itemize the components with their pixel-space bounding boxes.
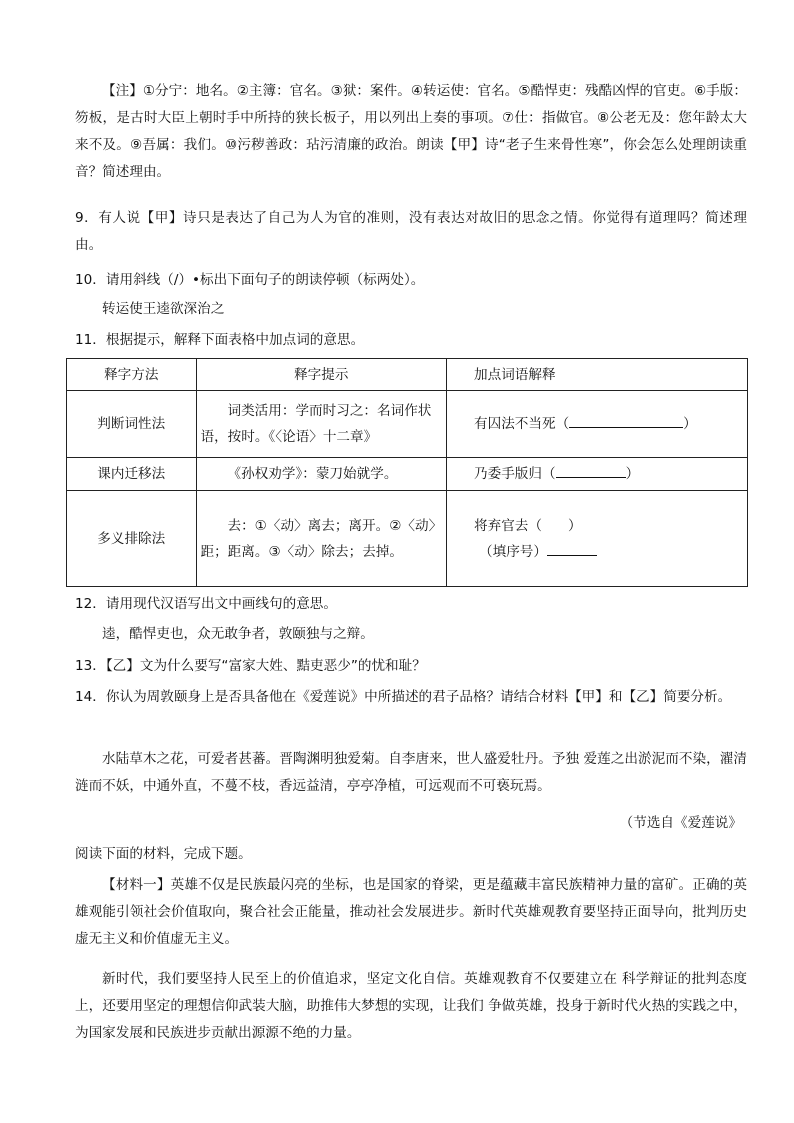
table-header-hint: 释字提示 (196, 359, 447, 391)
material-1: 【材料一】英雄不仅是民族最闪亮的坐标，也是国家的脊梁，更是蕴藏丰富民族精神力量的富矿。正确的英雄观能引领社会价值取向，聚合社会正能量，推动社会发展进步。新时代英雄观教育要坚持正面导向，批判历史虚无主义和价值虚无主义。 (75, 877, 747, 947)
table-row (67, 491, 748, 587)
annotation-note: 【注】①分宁：地名。②主簿：官名。③狱：案件。④转运使：官名。⑤酷悍吏：残酷凶悍的官吏。⑥手版：笏板，是古时大臣上朝时手中所持的狭长板子，用以列出上奏的事项。⑦仕：指做官。⑧公老无及：您年龄太大来不及。⑨吾属：我们。⑩污秽善政：玷污清廉的政治。朗读【甲】诗“老子生来骨性寒”，你会怎么处理朗读重音？简述理由。 (75, 83, 747, 180)
table-cell-answer: 乃委手版归（ ） (447, 458, 748, 491)
source-citation: （节选自《爱莲说》 (619, 815, 742, 831)
question-11: 11．根据提示，解释下面表格中加点词的意思。 (75, 332, 365, 348)
answer-blank[interactable] (556, 463, 626, 478)
question-9: 9．有人说【甲】诗只是表达了自己为人为官的准则，没有表达对故旧的思念之情。你觉得有道理吗？简述理由。 (75, 210, 747, 253)
question-12-sentence: 逵，酷悍吏也，众无敢争者，敦颐独与之辩。 (102, 626, 374, 642)
ailian-excerpt: 水陆草木之花，可爱者甚蕃。晋陶渊明独爱菊。自李唐来，世人盛爱牡丹。予独 爱莲之出淤泥而不染，濯清涟而不妖，中通外直，不蔓不枝，香远益清，亭亭净植，可远观而不可亵玩焉。 (75, 751, 747, 794)
table-header-row (67, 359, 748, 391)
table-row (67, 458, 748, 491)
material-1-paragraph-2: 新时代，我们要坚持人民至上的价值追求，坚定文化自信。英雄观教育不仅要建立在 科学辩证的批判态度上，还要用坚定的理想信仰武装大脑，助推伟大梦想的实现，让我们 争做英雄，投身于新时代火热的实践之中，为国家发展和民族进步贡献出源源不绝的力量。 (75, 971, 747, 1041)
table-header-answer: 加点词语解释 (447, 359, 748, 391)
table-cell-method: 多义排除法 (67, 491, 197, 587)
table-row (67, 391, 748, 458)
table-cell-answer: 将弃官去（ ） （填序号） (447, 491, 748, 587)
table-cell-method: 判断词性法 (67, 391, 197, 458)
answer-blank[interactable] (547, 541, 597, 556)
question-13: 13．【乙】文为什么要写“富家大姓、黠吏恶少”的忧和耻？ (75, 658, 426, 674)
read-prompt: 阅读下面的材料，完成下题。 (75, 846, 252, 862)
question-12: 12．请用现代汉语写出文中画线句的意思。 (75, 596, 337, 612)
question-10: 10．请用斜线（/）•标出下面句子的朗读停顿（标两处）。 (75, 272, 425, 288)
table-cell-answer: 有囚法不当死（ ） (447, 391, 748, 458)
question-10-sentence: 转运使王逵欲深治之 (102, 301, 225, 317)
table-cell-hint: 去：①〈动〉离去；离开。②〈动〉距；距离。③〈动〉除去；去掉。 (196, 491, 447, 587)
table-cell-hint: 《孙权劝学》：蒙刀始就学。 (196, 458, 447, 491)
hint-table (66, 358, 748, 587)
table-cell-hint: 词类活用：学而时习之：名词作状语，按时。《〈论语〉十二章》 (196, 391, 447, 458)
answer-blank[interactable] (569, 413, 683, 428)
question-14: 14．你认为周敦颐身上是否具备他在《爱莲说》中所描述的君子品格？请结合材料【甲】和【乙】简要分析。 (75, 689, 732, 705)
table-cell-method: 课内迁移法 (67, 458, 197, 491)
table-header-method: 释字方法 (67, 359, 197, 391)
